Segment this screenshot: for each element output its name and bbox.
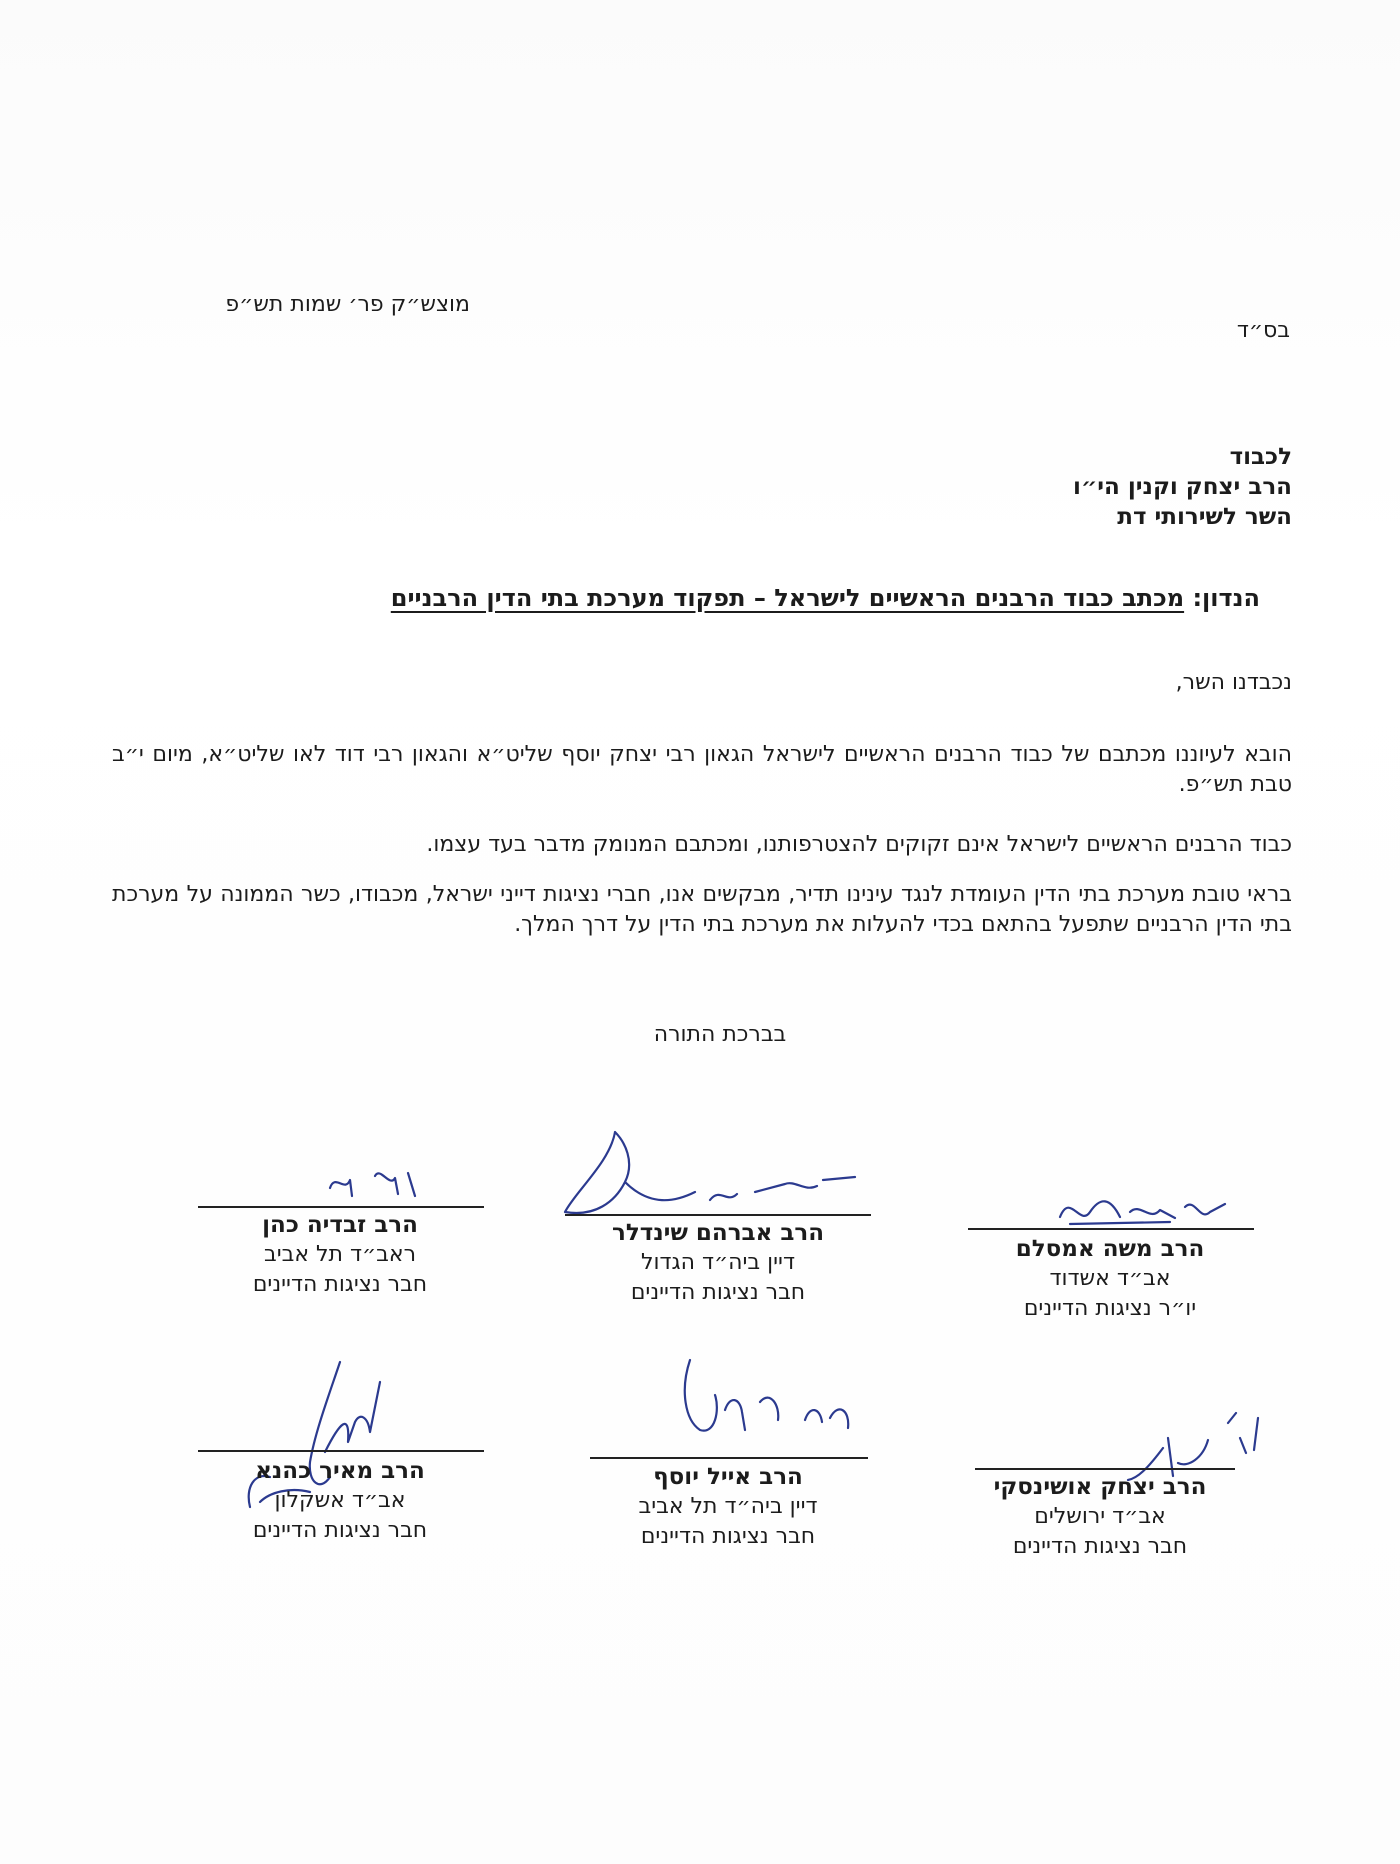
body-paragraph-2: כבוד הרבנים הראשיים לישראל אינם זקוקים להצטרפותנו, ומכתבם המנומק מדבר בעד עצמו. <box>426 832 1292 857</box>
recipient-line-1: לכבוד <box>1229 444 1292 470</box>
subject-line <box>160 584 1260 612</box>
signatory-block-5 <box>568 1462 888 1552</box>
signatory-role: דיין ביה״ד הגדול <box>641 1250 795 1275</box>
signatory-role: אב״ד אשקלון <box>274 1488 406 1513</box>
signatory-membership: חבר נציגות הדיינים <box>252 1518 428 1543</box>
hebrew-date: מוצש״ק פר׳ שמות תש״פ <box>225 292 470 317</box>
signatory-name: הרב יצחק אושינסקי <box>993 1474 1207 1500</box>
subject-prefix: הנדון: <box>1192 584 1260 612</box>
signatory-block-6 <box>180 1456 500 1546</box>
signature-line-6 <box>198 1450 484 1452</box>
signatory-membership: חבר נציגות הדיינים <box>1012 1534 1188 1559</box>
signatory-block-2 <box>558 1218 878 1308</box>
recipient-line-3: השר לשירותי דת <box>1117 504 1292 530</box>
signature-line-5 <box>590 1457 868 1459</box>
signatory-block-4 <box>940 1472 1260 1562</box>
signatory-role: אב״ד אשדוד <box>1049 1266 1171 1291</box>
signatory-role: ראב״ד תל אביב <box>263 1242 417 1267</box>
signature-scribble-yosef <box>670 1350 870 1460</box>
signature-scribble-amsalem <box>1050 1182 1250 1242</box>
subject-text: מכתב כבוד הרבנים הראשיים לישראל – תפקוד מערכת בתי הדין הרבניים <box>390 584 1185 612</box>
signature-line-2 <box>565 1214 871 1216</box>
signature-line-3 <box>198 1206 484 1208</box>
signatory-name: הרב זבדיה כהן <box>262 1212 418 1238</box>
closing-blessing: בברכת התורה <box>653 1022 787 1047</box>
signatory-name: הרב משה אמסלם <box>1015 1236 1205 1262</box>
signature-line-1 <box>968 1228 1254 1230</box>
signatory-membership: יו״ר נציגות הדיינים <box>1023 1296 1197 1321</box>
bsd-heading: בס״ד <box>1236 318 1290 343</box>
signatory-role: אב״ד ירושלים <box>1034 1504 1166 1529</box>
signatory-membership: חבר נציגות הדיינים <box>630 1280 806 1305</box>
signatory-name: הרב אברהם שינדלר <box>611 1220 825 1246</box>
signatory-membership: חבר נציגות הדיינים <box>640 1524 816 1549</box>
signatory-name: הרב מאיר כהנא <box>255 1458 425 1484</box>
signature-scribble-cohen <box>320 1158 440 1208</box>
signature-line-4 <box>975 1468 1235 1470</box>
recipient-block <box>972 442 1292 532</box>
body-paragraph-1: הובא לעיוננו מכתבם של כבוד הרבנים הראשיים לישראל הגאון רבי יצחק יוסף שליט״א והגאון רבי דוד לאו שליט״א, מיום י״ב טבת תש״פ. <box>112 742 1292 797</box>
signatory-role: דיין ביה״ד תל אביב <box>638 1494 818 1519</box>
signatory-block-1 <box>950 1234 1270 1324</box>
signatory-block-3 <box>180 1210 500 1300</box>
recipient-line-2: הרב יצחק וקנין הי״ו <box>1073 474 1292 500</box>
body-paragraph-3: בראי טובת מערכת בתי הדין העומדת לנגד עינינו תדיר, מבקשים אנו, חברי נציגות דייני ישראל, מכבודו, כשר הממונה על מערכת בתי הדין הרבניים שתפעל בהתאם בכדי להעלות את מערכת בתי הדין על דרך המלך. <box>112 882 1292 937</box>
signatory-name: הרב אייל יוסף <box>653 1464 803 1490</box>
salutation: נכבדנו השר, <box>1175 670 1292 695</box>
signatory-membership: חבר נציגות הדיינים <box>252 1272 428 1297</box>
